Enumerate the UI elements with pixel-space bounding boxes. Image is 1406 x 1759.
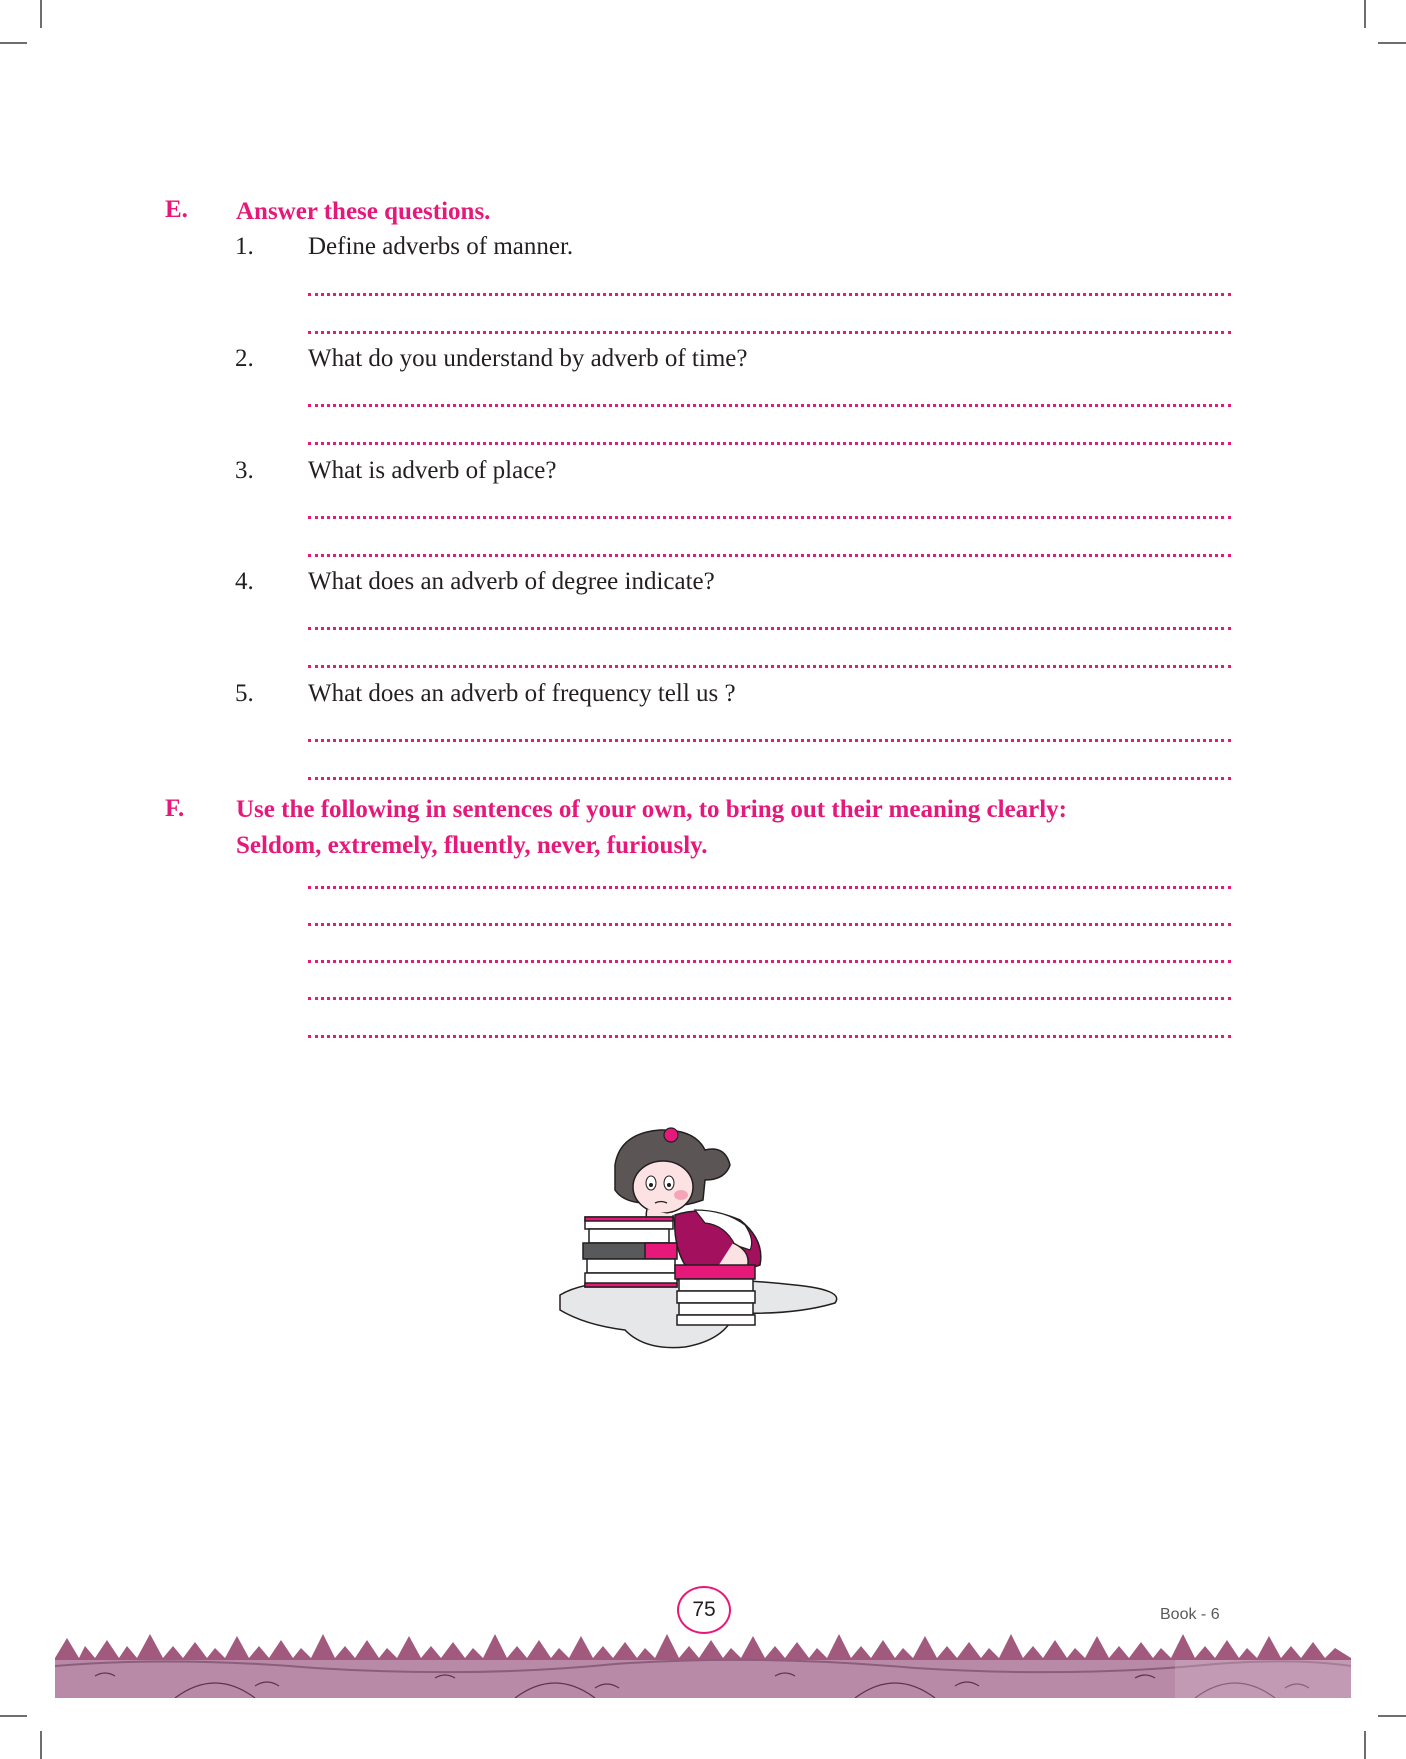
crop-mark — [1364, 0, 1366, 28]
crop-mark — [40, 1731, 42, 1759]
answer-line[interactable] — [308, 404, 1231, 407]
question-number: 3. — [235, 457, 254, 484]
section-e-title: Answer these questions. — [236, 198, 491, 225]
question-number: 2. — [235, 345, 254, 372]
question-text: What do you understand by adverb of time? — [308, 345, 748, 372]
hair-band — [664, 1128, 678, 1142]
question-number: 5. — [235, 680, 254, 707]
answer-line[interactable] — [308, 960, 1231, 963]
book-stack-left — [583, 1217, 677, 1287]
answer-line[interactable] — [308, 627, 1231, 630]
question-text: Define adverbs of manner. — [308, 233, 574, 260]
question-text: What does an adverb of frequency tell us ? — [308, 680, 736, 707]
question-text: What is adverb of place? — [308, 457, 557, 484]
section-e-letter: E. — [165, 196, 188, 223]
crop-mark — [1378, 42, 1406, 44]
answer-line[interactable] — [308, 665, 1231, 668]
crop-mark — [1378, 1715, 1406, 1717]
answer-line[interactable] — [308, 997, 1231, 1000]
book-label: Book - 6 — [1160, 1606, 1220, 1623]
crop-mark — [0, 1715, 27, 1717]
answer-line[interactable] — [308, 331, 1231, 334]
answer-line[interactable] — [308, 442, 1231, 445]
answer-line[interactable] — [308, 923, 1231, 926]
question-number: 1. — [235, 233, 254, 260]
page-number-badge: 75 — [677, 1586, 731, 1634]
crop-mark — [1364, 1731, 1366, 1759]
hills-band — [55, 1660, 1351, 1698]
answer-line[interactable] — [308, 554, 1231, 557]
answer-line[interactable] — [308, 739, 1231, 742]
crop-mark — [40, 0, 42, 28]
answer-line[interactable] — [308, 1035, 1231, 1038]
answer-line[interactable] — [308, 516, 1231, 519]
answer-line[interactable] — [308, 886, 1231, 889]
section-f-letter: F. — [165, 795, 185, 822]
book-stack-right — [675, 1265, 755, 1325]
question-number: 4. — [235, 568, 254, 595]
answer-line[interactable] — [308, 293, 1231, 296]
face — [633, 1161, 693, 1213]
girl-with-books-illustration — [555, 1125, 850, 1355]
section-f-instruction: Use the following in sentences of your own, to bring out their meaning clearly: — [236, 796, 1067, 823]
question-text: What does an adverb of degree indicate? — [308, 568, 715, 595]
answer-line[interactable] — [308, 777, 1231, 780]
section-f-word-list: Seldom, extremely, fluently, never, furiously. — [236, 832, 708, 859]
crop-mark — [0, 42, 27, 44]
